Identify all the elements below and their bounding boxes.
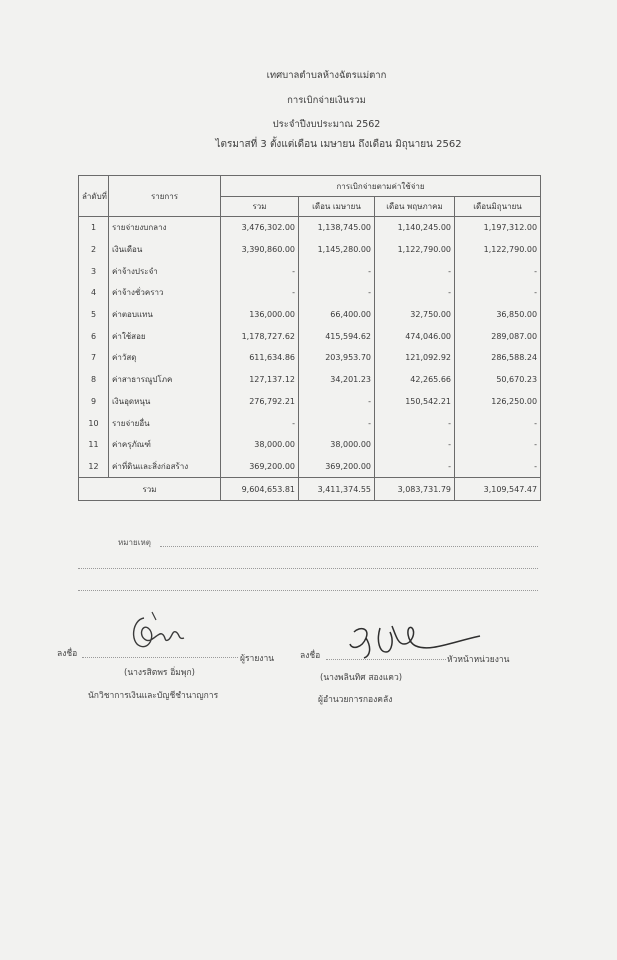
- row-number: 10: [79, 412, 109, 434]
- col-jun-header: เดือนมิถุนายน: [455, 197, 541, 217]
- row-jun: -: [455, 456, 541, 478]
- row-jun: 50,670.23: [455, 369, 541, 391]
- row-number: 1: [79, 217, 109, 239]
- left-sign-line: [82, 657, 238, 658]
- row-total: 1,178,727.62: [221, 325, 299, 347]
- row-may: -: [375, 412, 455, 434]
- row-jun: -: [455, 260, 541, 282]
- row-number: 4: [79, 282, 109, 304]
- row-apr: 203,953.70: [299, 347, 375, 369]
- row-item: ค่าตอบแทน: [109, 304, 221, 326]
- row-item: ค่าจ้างชั่วคราว: [109, 282, 221, 304]
- row-total: 38,000.00: [221, 434, 299, 456]
- report-title: การเบิกจ่ายเงินรวม: [287, 95, 366, 106]
- row-number: 2: [79, 239, 109, 261]
- row-item: ค่าจ้างประจำ: [109, 260, 221, 282]
- row-item: ค่าใช้สอย: [109, 325, 221, 347]
- total-apr: 3,411,374.55: [299, 478, 375, 501]
- right-name: (นางพลินทิศ สองแคว): [320, 673, 403, 683]
- row-total: 136,000.00: [221, 304, 299, 326]
- table-row: [79, 456, 541, 478]
- row-apr: 1,145,280.00: [299, 239, 375, 261]
- row-item: เงินอุดหนุน: [109, 391, 221, 413]
- row-item: เงินเดือน: [109, 239, 221, 261]
- left-name: (นางรสิตพร อิ่มพุก): [124, 668, 195, 678]
- row-may: -: [375, 434, 455, 456]
- left-role: ผู้รายงาน: [240, 654, 275, 664]
- row-apr: 1,138,745.00: [299, 217, 375, 239]
- right-signature-image: [340, 618, 490, 663]
- row-item: ค่าสาธารณูปโภค: [109, 369, 221, 391]
- table-row: [79, 434, 541, 456]
- row-apr: 415,594.62: [299, 325, 375, 347]
- table-row: [79, 369, 541, 391]
- row-total: 3,390,860.00: [221, 239, 299, 261]
- row-may: 474,046.00: [375, 325, 455, 347]
- row-may: 1,140,245.00: [375, 217, 455, 239]
- row-jun: 286,588.24: [455, 347, 541, 369]
- row-may: 1,122,790.00: [375, 239, 455, 261]
- row-apr: -: [299, 412, 375, 434]
- row-may: -: [375, 456, 455, 478]
- row-apr: 369,200.00: [299, 456, 375, 478]
- table-row: [79, 391, 541, 413]
- row-total: -: [221, 282, 299, 304]
- table-row: [79, 260, 541, 282]
- org-title: เทศบาลตำบลห้างฉัตรแม่ตาก: [266, 70, 387, 81]
- row-number: 11: [79, 434, 109, 456]
- row-number: 7: [79, 347, 109, 369]
- remark-label: หมายเหตุ: [118, 538, 151, 547]
- total-sum: 9,604,653.81: [221, 478, 299, 501]
- row-total: 3,476,302.00: [221, 217, 299, 239]
- table-row: [79, 239, 541, 261]
- row-apr: -: [299, 391, 375, 413]
- col-total-header: รวม: [221, 197, 299, 217]
- group-header: การเบิกจ่ายตามค่าใช้จ่าย: [221, 176, 541, 197]
- row-apr: -: [299, 260, 375, 282]
- row-may: 32,750.00: [375, 304, 455, 326]
- col-apr-header: เดือน เมษายน: [299, 197, 375, 217]
- left-position: นักวิชาการเงินและบัญชีชำนาญการ: [88, 691, 219, 701]
- row-jun: 36,850.00: [455, 304, 541, 326]
- row-total: -: [221, 412, 299, 434]
- remark-line-1: [160, 546, 538, 547]
- row-jun: -: [455, 434, 541, 456]
- remark-line-2: [78, 568, 538, 569]
- row-item: ค่าวัสดุ: [109, 347, 221, 369]
- row-total: 611,634.86: [221, 347, 299, 369]
- total-row: [79, 478, 541, 501]
- row-number: 6: [79, 325, 109, 347]
- total-label: รวม: [79, 478, 221, 501]
- disbursement-table: [78, 175, 541, 501]
- row-may: -: [375, 260, 455, 282]
- row-apr: 34,201.23: [299, 369, 375, 391]
- row-apr: 66,400.00: [299, 304, 375, 326]
- row-number: 8: [79, 369, 109, 391]
- right-position: ผู้อำนวยการกองคลัง: [318, 695, 393, 705]
- row-item: ค่าที่ดินและสิ่งก่อสร้าง: [109, 456, 221, 478]
- table-row: [79, 217, 541, 239]
- row-total: 276,792.21: [221, 391, 299, 413]
- left-sign-label: ลงชื่อ: [57, 649, 78, 659]
- table-row: [79, 282, 541, 304]
- row-number: 3: [79, 260, 109, 282]
- left-signature-image: [122, 610, 202, 655]
- row-apr: -: [299, 282, 375, 304]
- row-number: 5: [79, 304, 109, 326]
- col-no-header: ลำดับที่: [79, 176, 109, 217]
- quarter-period: ไตรมาสที่ 3 ตั้งแต่เดือน เมษายน ถึงเดือน มิถุนายน 2562: [215, 139, 462, 150]
- row-jun: 1,122,790.00: [455, 239, 541, 261]
- row-item: รายจ่ายอื่น: [109, 412, 221, 434]
- fiscal-year: ประจำปีงบประมาณ 2562: [272, 119, 381, 130]
- total-may: 3,083,731.79: [375, 478, 455, 501]
- row-total: 127,137.12: [221, 369, 299, 391]
- row-may: 42,265.66: [375, 369, 455, 391]
- row-total: 369,200.00: [221, 456, 299, 478]
- row-jun: 1,197,312.00: [455, 217, 541, 239]
- remark-line-3: [78, 590, 538, 591]
- row-jun: -: [455, 282, 541, 304]
- col-item-header: รายการ: [109, 176, 221, 217]
- right-role: หัวหน้าหน่วยงาน: [447, 655, 510, 665]
- row-apr: 38,000.00: [299, 434, 375, 456]
- row-may: 121,092.92: [375, 347, 455, 369]
- row-total: -: [221, 260, 299, 282]
- row-jun: -: [455, 412, 541, 434]
- row-jun: 126,250.00: [455, 391, 541, 413]
- row-number: 12: [79, 456, 109, 478]
- row-number: 9: [79, 391, 109, 413]
- row-jun: 289,087.00: [455, 325, 541, 347]
- table-row: [79, 347, 541, 369]
- row-item: ค่าครุภัณฑ์: [109, 434, 221, 456]
- col-may-header: เดือน พฤษภาคม: [375, 197, 455, 217]
- total-jun: 3,109,547.47: [455, 478, 541, 501]
- right-sign-label: ลงชื่อ: [300, 651, 321, 661]
- table-row: [79, 304, 541, 326]
- table-row: [79, 325, 541, 347]
- row-may: 150,542.21: [375, 391, 455, 413]
- table-header-row: [79, 176, 541, 197]
- row-may: -: [375, 282, 455, 304]
- row-item: รายจ่ายงบกลาง: [109, 217, 221, 239]
- table-row: [79, 412, 541, 434]
